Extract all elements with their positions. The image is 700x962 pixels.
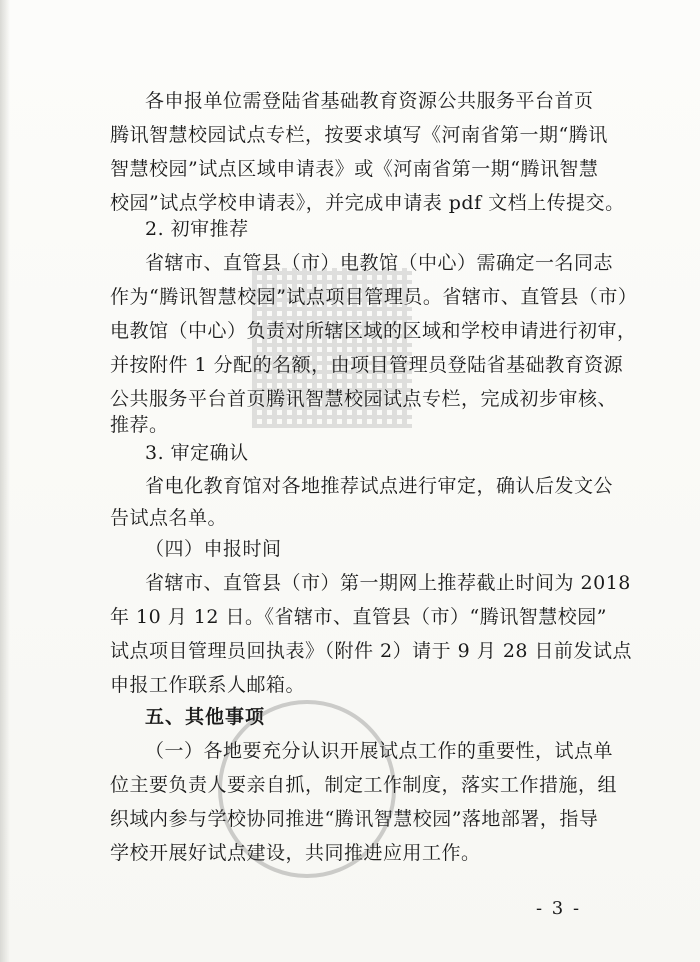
paragraph-line: 位主要负责人要亲自抓，制定工作制度，落实工作措施，组	[110, 774, 618, 796]
section-subheading: 2. 初审推荐	[145, 218, 249, 240]
paragraph-line: 省电化教育馆对各地推荐试点进行审定，确认后发文公	[145, 475, 614, 497]
paragraph-line: 电教馆（中心）负责对所辖区域的区域和学校申请进行初审，	[110, 320, 637, 342]
paragraph-line: （一）各地要充分认识开展试点工作的重要性，试点单	[145, 740, 614, 762]
paragraph-line: 各申报单位需登陆省基础教育资源公共服务平台首页	[145, 90, 594, 112]
scan-edge-shadow	[0, 0, 10, 962]
page-number: - 3 -	[536, 898, 582, 919]
section-heading: 五、其他事项	[145, 706, 266, 728]
paragraph-line: 省辖市、直管县（市）电教馆（中心）需确定一名同志	[145, 252, 614, 274]
section-subheading: （四）申报时间	[145, 538, 282, 560]
paragraph-line: 并按附件 1 分配的名额，由项目管理员登陆省基础教育资源	[110, 354, 624, 376]
paragraph-line: 推荐。	[110, 414, 169, 436]
section-subheading: 3. 审定确认	[145, 442, 249, 464]
paragraph-line: 智慧校园”试点区域申请表》或《河南省第一期“腾讯智慧	[110, 158, 599, 180]
paragraph-line: 公共服务平台首页腾讯智慧校园试点专栏，完成初步审核、	[110, 388, 618, 410]
paragraph-line: 校园”试点学校申请表》，并完成申请表 pdf 文档上传提交。	[110, 192, 625, 214]
paragraph-line: 省辖市、直管县（市）第一期网上推荐截止时间为 2018	[145, 572, 631, 594]
paragraph-line: 腾讯智慧校园试点专栏，按要求填写《河南省第一期“腾讯	[110, 124, 608, 146]
paragraph-line: 告试点名单。	[110, 507, 228, 529]
paragraph-line: 学校开展好试点建设，共同推进应用工作。	[110, 842, 481, 864]
paragraph-line: 作为“腾讯智慧校园”试点项目管理员。省辖市、直管县（市）	[110, 286, 638, 308]
paragraph-line: 申报工作联系人邮箱。	[110, 674, 306, 696]
official-seal-stamp	[218, 700, 396, 878]
paragraph-line: 年 10 月 12 日。《省辖市、直管县（市）“腾讯智慧校园”	[110, 606, 607, 628]
paragraph-line: 织域内参与学校协同推进“腾讯智慧校园”落地部署，指导	[110, 808, 599, 830]
paragraph-line: 试点项目管理员回执表》（附件 2）请于 9 月 28 日前发试点	[110, 640, 633, 662]
